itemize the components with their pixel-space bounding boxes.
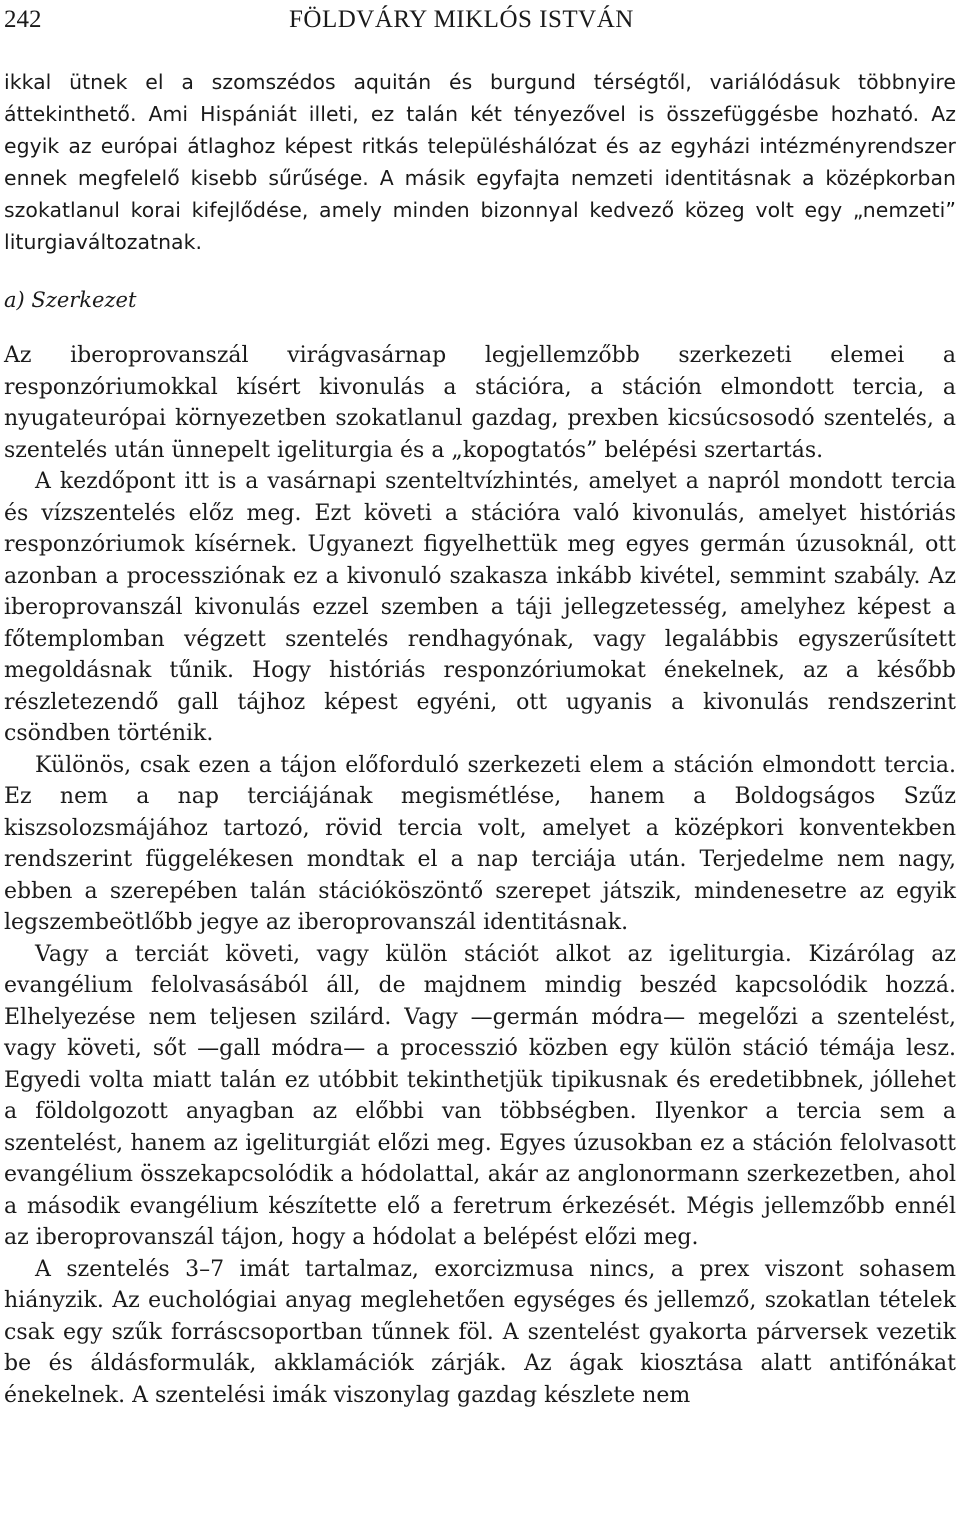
running-title: FÖLDVÁRY MIKLÓS ISTVÁN <box>289 6 634 33</box>
book-page <box>4 0 956 1517</box>
section-paragraph-2: A kezdőpont itt is a vasárnapi szenteltvízhintés, amelyet a napról mondott tercia és vízszentelés előz meg. Ezt követi a stációra való kivonulás, amelyet históriás responzóriumok kísérnek. Ugyanezt figyelhettük meg egyes germán úzusoknál, ott azonban a processziónak ez a kivonuló szakasza inkább kivétel, semmint szabály. Az iberoprovanszál kivonulás ezzel szemben a táji jellegzetesség, amelyhez képest a főtemplomban végzett szentelés rendhagyónak, vagy legalábbis egyszerűsített megoldásnak tűnik. Hogy históriás responzóriumokat énekelnek, az a később részletezendő gall tájhoz képest egyéni, ott ugyanis a kivonulás rendszerint csöndben történik. <box>4 469 956 746</box>
section-paragraph-5: A szentelés 3–7 imát tartalmaz, exorcizmusa nincs, a prex viszont sohasem hiányzik. Az euchológiai anyag meglehetően egységes és jellemző, szokatlan tételek csak egy szűk forráscsoportban tűnnek föl. A szentelést gyakorta párversek vezetik be és áldásformulák, akklamációk zárják. Az ágak kiosztása alatt antifónákat énekelnek. A szentelési imák viszonylag gazdag készlete nem <box>4 1256 956 1408</box>
section-paragraph-3: Különös, csak ezen a tájon előforduló szerkezeti elem a stáción elmondott tercia. Ez nem a nap terciájának megismétlése, hanem a Boldogságos Szűz kiszsolozsmájához tartozó, rövid tercia volt, amelyet a középkori konventekben rendszerint függelékesen mondtak el a nap terciája után. Terjedelme nem nagy, ebben a szerepében talán stációköszöntő szerepet játszik, mindenesetre az egyik legszembeötlőbb jegye az iberoprovanszál identitásnak. <box>4 752 956 935</box>
section-paragraph-4: Vagy a terciát követi, vagy külön stációt alkot az igeliturgia. Kizárólag az evangélium felolvasásából áll, de majdnem mindig beszéd kapcsolódik hozzá. Elhelyezése nem teljesen szilárd. Vagy —germán módra— megelőzi a szentelést, vagy követi, sőt —gall módra— a processzió közben egy külön stáció témája lesz. Egyedi volta miatt talán ez utóbbit tekinthetjük tipikusnak és eredetibbnek, jóllehet a földolgozott anyagban az előbbi van többségben. Ilyenkor a tercia sem a szentelést, hanem az igeliturgiát előzi meg. Egyes úzusokban ez a stáción felolvasott evangélium összekapcsolódik a hódolattal, akár az anglonormann szerkezetben, ahol a második evangélium készítette elő a feretrum érkezését. Mégis jellemzőbb ennél az iberoprovanszál tájon, hogy a hódolat a belépést előzi meg. <box>4 941 956 1250</box>
section-paragraph-1: Az iberoprovanszál virágvasárnap legjellemzőbb szerkezeti elemei a responzóriumokkal kísért kivonulás a stációra, a stáción elmondott tercia, a nyugateurópai környezetben szokatlanul gazdag, prexben kicsúcsosodó szentelés, a szentelés után ünnepelt igeliturgia és a „kopogtatós” belépési szertartás. <box>4 343 956 463</box>
section-heading: a) Szerkezet <box>4 288 137 312</box>
intro-paragraph: ikkal ütnek el a szomszédos aquitán és burgund térségtől, variálódásuk többnyire áttekinthető. Ami Hispániát illeti, ez talán két tényezővel is összefüggésbe hozható. Az egyik az európai átlaghoz képest ritkás településhálózat és az egyházi intézményrendszer ennek megfelelő kisebb sűrűsége. A másik egyfajta nemzeti identitásnak a középkorban szokatlanul korai kifejlődése, amely minden bizonnyal kedvező közeg volt egy „nemzeti” liturgiaváltozatnak. <box>4 70 956 254</box>
running-head <box>4 0 956 40</box>
body-text <box>4 66 956 1411</box>
page-number: 242 <box>4 6 42 33</box>
